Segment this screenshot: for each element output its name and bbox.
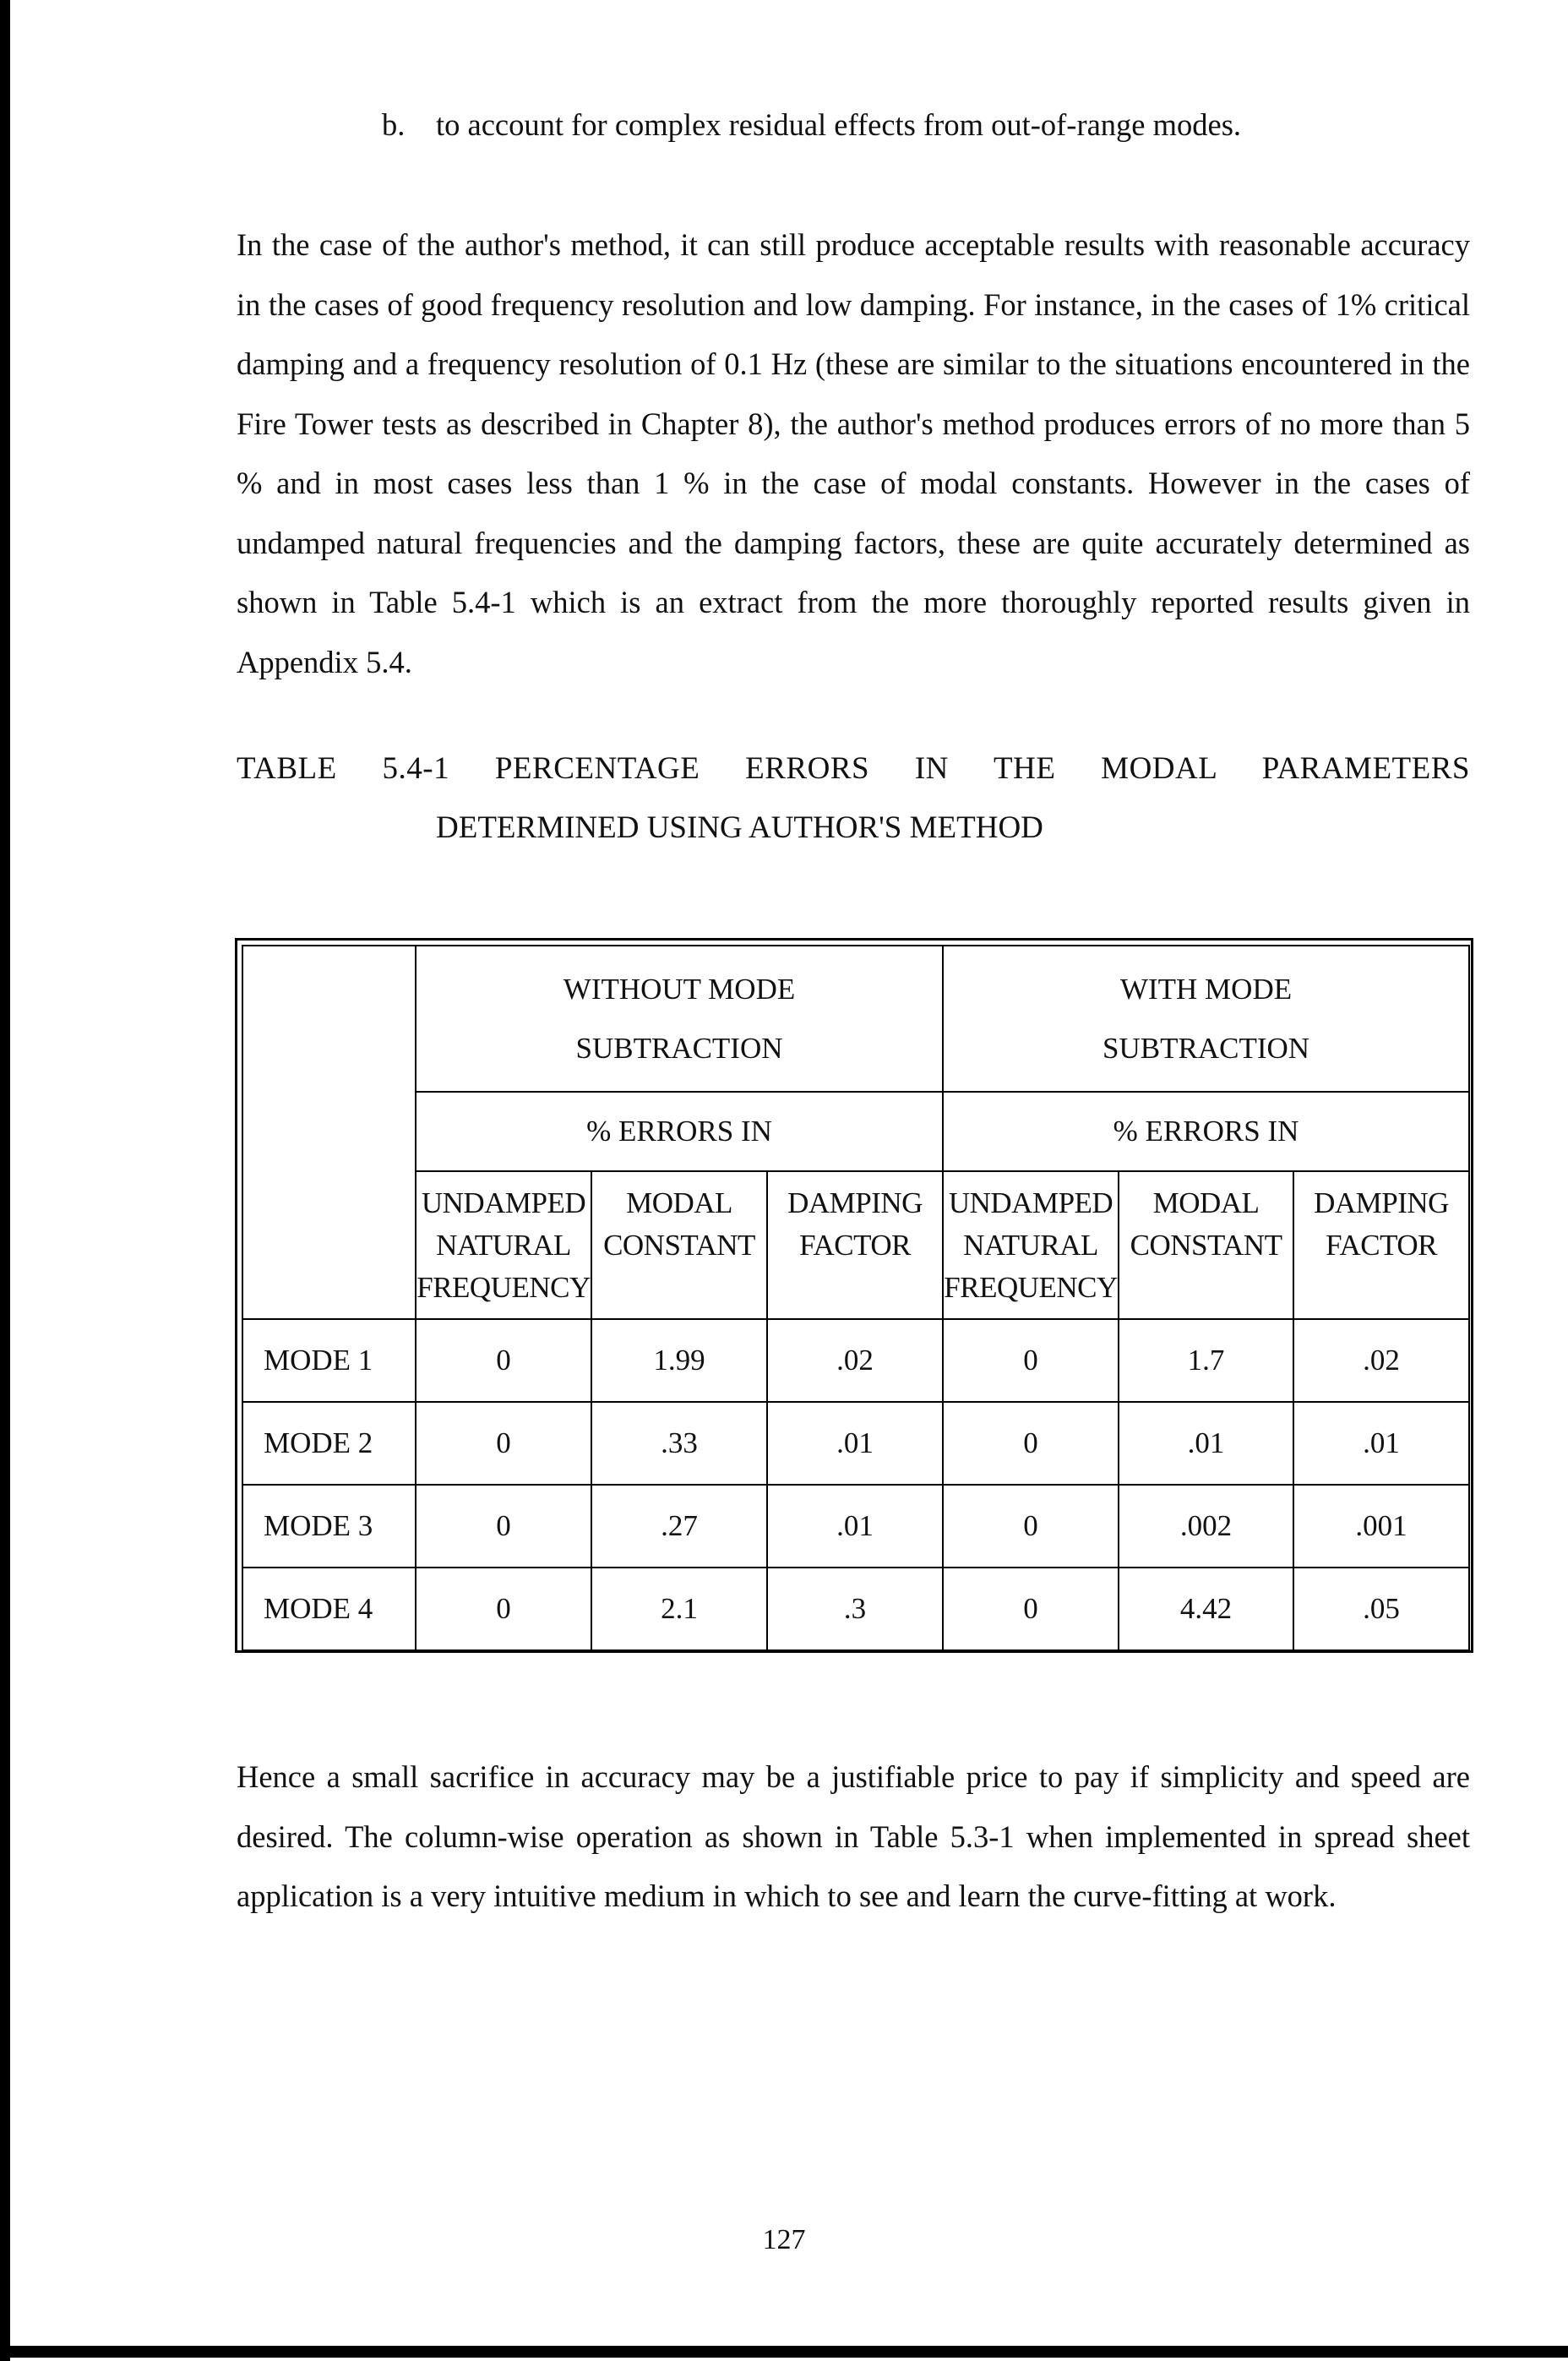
column-header-line: FACTOR (799, 1229, 911, 1262)
group-header-with-line-2: SUBTRACTION (1102, 1031, 1310, 1065)
table-row (242, 1402, 1469, 1485)
table-cell: .002 (1119, 1485, 1293, 1568)
column-header-line: CONSTANT (1130, 1229, 1282, 1262)
column-header-damping-factor (1293, 1171, 1469, 1319)
table-cell: 2.1 (591, 1568, 767, 1650)
table-cell: .05 (1293, 1568, 1469, 1650)
list-item-label: b. (382, 107, 406, 142)
group-header-without-subtraction (416, 946, 943, 1092)
paragraph-2: Hence a small sacrifice in accuracy may be a justifiable price to pay if simplicity and speed are desired. The column-wise operation as shown in Table 5.3-1 when implemented in spread sheet application is a very intuitive medium in which to see and learn the curve-fitting at work. (237, 1759, 1470, 1913)
percentage-errors-table (242, 945, 1470, 1651)
column-header-line: NATURAL (963, 1228, 1098, 1262)
column-header-line: FACTOR (1326, 1229, 1437, 1262)
table-corner-cell (242, 946, 416, 1319)
table-cell: .01 (1119, 1402, 1293, 1485)
table-caption-line-1: TABLE 5.4-1 PERCENTAGE ERRORS IN THE MODAL PARAMETERS (237, 751, 1470, 786)
table-cell: .3 (767, 1568, 943, 1650)
column-header-line: CONSTANT (603, 1229, 755, 1262)
column-header-damping-factor (767, 1171, 943, 1319)
table-cell: 0 (943, 1402, 1119, 1485)
table-cell: .27 (591, 1485, 767, 1568)
table-cell: .02 (767, 1319, 943, 1402)
page-number: 127 (762, 2224, 806, 2255)
column-header-modal-constant (1119, 1171, 1293, 1319)
column-header-line: NATURAL (436, 1228, 571, 1262)
table-cell: 0 (416, 1485, 591, 1568)
column-header-line: UNDAMPED (421, 1186, 586, 1219)
column-header-undamped-frequency (416, 1171, 591, 1319)
column-header-line: UNDAMPED (948, 1186, 1113, 1219)
group-header-without-line-2: SUBTRACTION (575, 1031, 783, 1065)
list-item-text: to account for complex residual effects from out-of-range modes. (436, 107, 1242, 142)
row-label: MODE 2 (242, 1402, 416, 1485)
table-cell: .33 (591, 1402, 767, 1485)
paragraph-1: In the case of the author's method, it can still produce acceptable results with reasonable accuracy in the cases of good frequency resolution and low damping. For instance, in the cases of 1% critical damping and a frequency resolution of 0.1 Hz (these are similar to the situations encountered in the Fire Tower tests as described in Chapter 8), the author's method produces errors of no more than 5 % and in most cases less than 1 % in the case of modal constants. However in the cases of undamped natural frequencies and the damping factors, these are quite accurately determined as shown in Table 5.4-1 which is an extract from the more thoroughly reported results given in Appendix 5.4. (237, 227, 1470, 679)
table-cell: 0 (943, 1568, 1119, 1650)
column-header-line: FREQUENCY (944, 1270, 1118, 1304)
pct-errors-header-with: % ERRORS IN (943, 1092, 1469, 1171)
column-header-line: DAMPING (787, 1186, 923, 1219)
page-bottom-border (0, 2346, 1568, 2358)
group-header-with-line-1: WITH MODE (1119, 972, 1293, 1006)
table-cell: 1.7 (1119, 1319, 1293, 1402)
table-cell: .01 (767, 1485, 943, 1568)
table-frame (235, 938, 1473, 1653)
table-cell: 0 (416, 1402, 591, 1485)
column-header-undamped-frequency (943, 1171, 1119, 1319)
table-caption-line-2: DETERMINED USING AUTHOR'S METHOD (436, 810, 1043, 845)
table-cell: 0 (943, 1485, 1119, 1568)
table-row (242, 1319, 1469, 1402)
table-cell: 0 (416, 1568, 591, 1650)
table-cell: .01 (1293, 1402, 1469, 1485)
table-cell: 0 (943, 1319, 1119, 1402)
table-row (242, 1485, 1469, 1568)
pct-errors-header-without: % ERRORS IN (416, 1092, 943, 1171)
row-label: MODE 1 (242, 1319, 416, 1402)
table-cell: .02 (1293, 1319, 1469, 1402)
column-header-line: MODAL (626, 1186, 732, 1219)
table-cell: 4.42 (1119, 1568, 1293, 1650)
page-left-border (0, 0, 10, 2361)
table-cell: 1.99 (591, 1319, 767, 1402)
column-header-modal-constant (591, 1171, 767, 1319)
group-header-with-subtraction (943, 946, 1469, 1092)
table-cell: .001 (1293, 1485, 1469, 1568)
table-cell: 0 (416, 1319, 591, 1402)
row-label: MODE 3 (242, 1485, 416, 1568)
column-header-line: FREQUENCY (416, 1270, 591, 1304)
row-label: MODE 4 (242, 1568, 416, 1650)
table-row (242, 1568, 1469, 1650)
column-header-line: DAMPING (1314, 1186, 1449, 1219)
table-cell: .01 (767, 1402, 943, 1485)
group-header-without-line-1: WITHOUT MODE (563, 972, 796, 1006)
column-header-line: MODAL (1152, 1186, 1260, 1219)
